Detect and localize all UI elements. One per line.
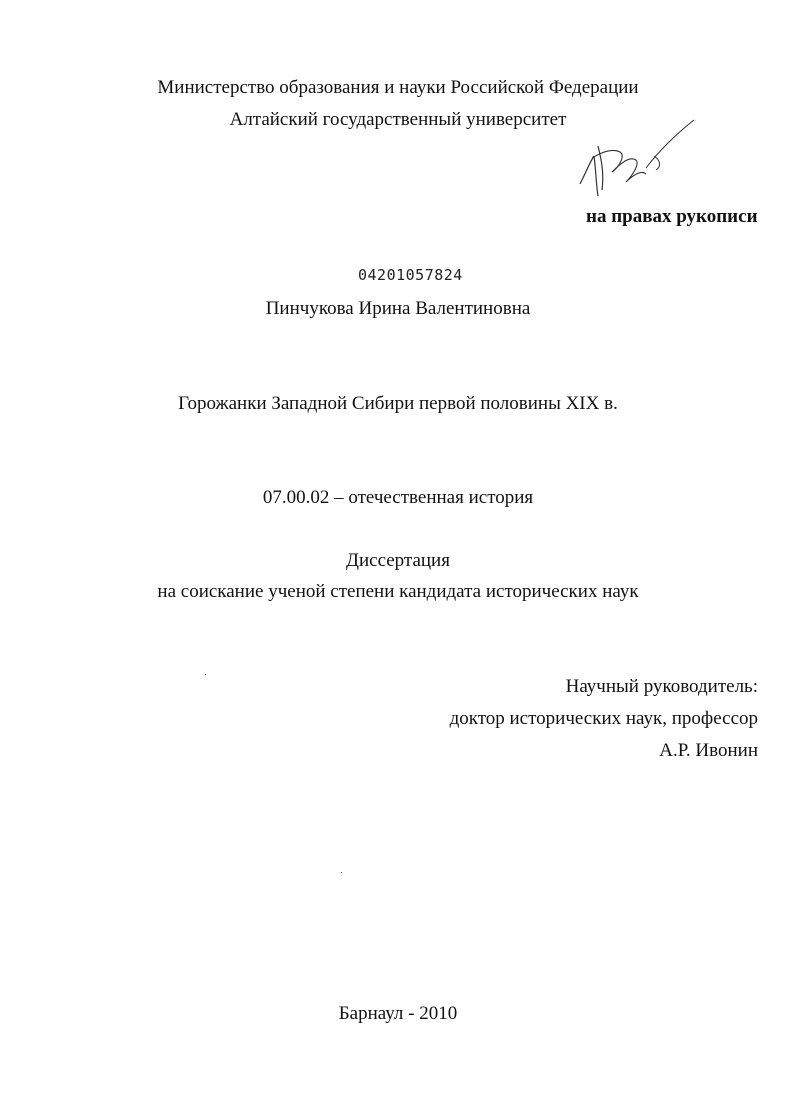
author-name: Пинчукова Ирина Валентиновна xyxy=(265,298,531,319)
supervisor-label: Научный руководитель: xyxy=(565,676,758,697)
supervisor-name: А.Р. Ивонин xyxy=(659,740,758,761)
ministry-heading: Министерство образования и науки Российской Федерации xyxy=(157,77,639,98)
scan-speck xyxy=(205,674,206,675)
degree-purpose: на соискание ученой степени кандидата исторических наук xyxy=(157,581,639,602)
university-heading: Алтайский государственный университет xyxy=(229,109,567,130)
supervisor-title: доктор исторических наук, профессор xyxy=(449,708,758,729)
scan-speck xyxy=(341,872,342,873)
specialty-code: 07.00.02 – отечественная история xyxy=(262,487,534,508)
document-type: Диссертация xyxy=(346,550,450,571)
dissertation-title: Горожанки Западной Сибири первой половины XIX в. xyxy=(178,393,618,414)
city-year: Барнаул - 2010 xyxy=(338,1003,458,1024)
manuscript-note: на правах рукописи xyxy=(586,206,758,227)
handwritten-signature xyxy=(568,112,698,212)
catalog-number: 04201057824 xyxy=(358,266,463,284)
